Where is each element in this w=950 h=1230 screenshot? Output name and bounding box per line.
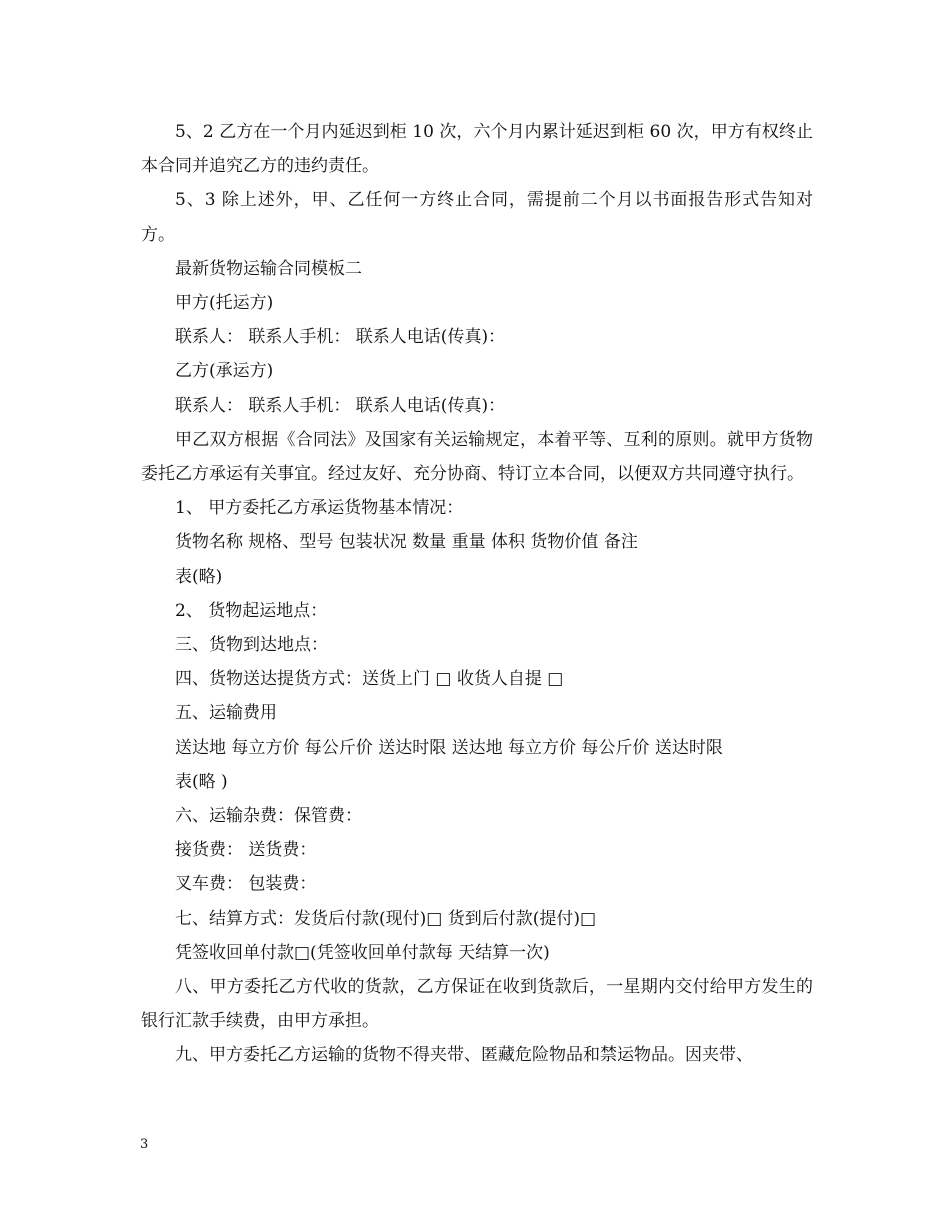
clause-6-misc-fees: 六、运输杂费：保管费：: [175, 806, 362, 827]
clause-5-3: 5、3 除上述外，甲、乙任何一方终止合同，需提前二个月以书面报告形式告知对方。: [141, 190, 813, 245]
clause-3-destination: 三、货物到达地点：: [175, 635, 328, 656]
settlement-receipt-option: 凭签收回单付款□(凭签收回单付款每 天结算一次): [175, 942, 550, 963]
party-a-contacts: 联系人： 联系人手机： 联系人电话(传真)：: [175, 327, 506, 348]
freight-table-header: 送达地 每立方价 每公斤价 送达时限 送达地 每立方价 每公斤价 送达时限: [175, 737, 723, 758]
clause-9-prohibited-goods: 九、甲方委托乙方运输的货物不得夹带、匿藏危险物品和禁运物品。因夹带、: [175, 1045, 753, 1066]
freight-table-omitted: 表(略 ): [175, 771, 228, 792]
contract-preamble: 甲乙双方根据《合同法》及国家有关运输规定，本着平等、互利的原则。就甲方货物委托乙方承运有关事宜。经过友好、充分协商、特订立本合同，以便双方共同遵守执行。: [141, 429, 813, 485]
clause-5-2: 5、2 乙方在一个月内延迟到柜 10 次，六个月内累计延迟到柜 60 次，甲方有权终止本合同并追究乙方的违约责任。: [141, 122, 813, 177]
clause-8-collection: 八、甲方委托乙方代收的货款，乙方保证在收到货款后，一星期内交付给甲方发生的银行汇款手续费，由甲方承担。: [141, 977, 813, 1032]
clause-4-delivery-method: 四、货物送达提货方式：送货上门 □ 收货人自提 □: [175, 669, 564, 690]
clause-7-settlement: 七、结算方式：发货后付款(现付)□ 货到后付款(提付)□: [175, 908, 597, 929]
document-body: [141, 115, 813, 1073]
goods-table-header: 货物名称 规格、型号 包装状况 数量 重量 体积 货物价值 备注: [175, 532, 638, 553]
clause-2-origin: 2、 货物起运地点：: [175, 600, 328, 621]
template-title: 最新货物运输合同模板二: [175, 258, 362, 279]
party-b-label: 乙方(承运方): [175, 361, 274, 382]
clause-5-freight-heading: 五、运输费用: [175, 703, 277, 724]
misc-fees-pickup-delivery: 接货费： 送货费：: [175, 840, 317, 861]
goods-table-omitted: 表(略): [175, 566, 223, 587]
page-number: 3: [140, 1137, 149, 1152]
clause-1-heading: 1、 甲方委托乙方承运货物基本情况：: [175, 498, 464, 519]
party-a-label: 甲方(托运方): [175, 293, 274, 314]
misc-fees-forklift-packing: 叉车费： 包装费：: [175, 874, 317, 895]
party-b-contacts: 联系人： 联系人手机： 联系人电话(传真)：: [175, 395, 506, 416]
